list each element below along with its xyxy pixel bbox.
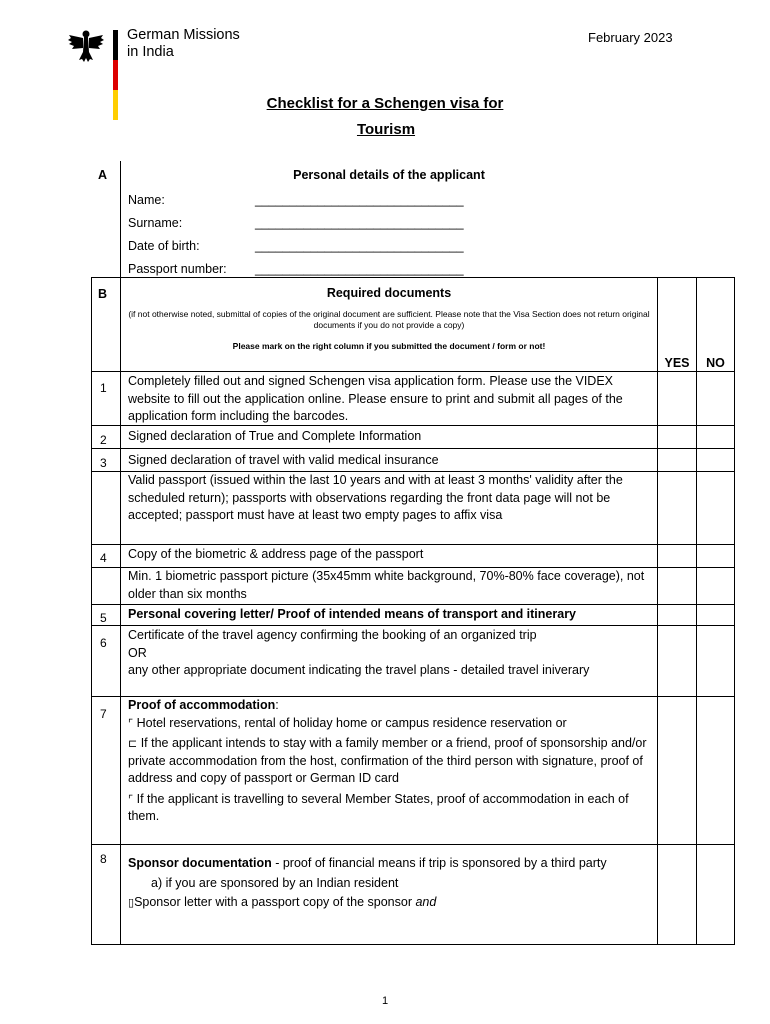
item-passport-picture: Min. 1 biometric passport picture (35x45mm white background, 70%-80% face coverage), not older than six months bbox=[128, 569, 645, 601]
field-dob[interactable]: ______________________________ bbox=[255, 239, 464, 253]
checkbox-icon[interactable]: ▯ bbox=[128, 896, 135, 909]
checkbox-icon[interactable]: ⌜ bbox=[128, 716, 134, 730]
item-application-form: Completely filled out and signed Schengen visa application form. Please use the VIDEX website to fill out the application online. Please ensure to print and submit all pages of the application form including the barcodes. bbox=[128, 374, 623, 423]
item-accommodation: Proof of accommodation: ⌜ Hotel reservations, rental of holiday home or campus residence reservation or ⊏ If the applicant intends to stay with a family member or a friend, proof of sponsorship and/or private accommodation from the host, confirmation of the third person with signature, proof of address and copy of passport or German ID card ⌜ If the applicant is travelling to several Member States, proof of accommodation in each of them. bbox=[128, 698, 647, 823]
page-number: 1 bbox=[381, 995, 389, 1007]
item-valid-passport: Valid passport (issued within the last 10 years and with at least 3 months' validity after the scheduled return); passports with observations regarding the front data page will not be accepted; passport must have at least two empty pages to affix visa bbox=[128, 473, 623, 522]
section-a-heading: Personal details of the applicant bbox=[293, 168, 485, 182]
page-subtitle: Tourism bbox=[356, 121, 416, 138]
field-label-surname: Surname: bbox=[128, 216, 183, 230]
field-label-name: Name: bbox=[128, 193, 165, 207]
field-label-dob: Date of birth: bbox=[128, 239, 200, 253]
item-declaration-insurance: Signed declaration of travel with valid medical insurance bbox=[128, 453, 439, 467]
section-b-instruction: Please mark on the right column if you submitted the document / form or not! bbox=[232, 341, 546, 351]
section-b-letter: B bbox=[98, 287, 108, 301]
item-number: 5 bbox=[100, 611, 107, 625]
item-number: 1 bbox=[100, 381, 107, 395]
item-declaration-true: Signed declaration of True and Complete Information bbox=[128, 429, 422, 443]
field-label-passport: Passport number: bbox=[128, 262, 227, 276]
item-number: 7 bbox=[100, 707, 107, 721]
section-b-heading: Required documents bbox=[326, 286, 452, 300]
page-title: Checklist for a Schengen visa for bbox=[266, 95, 504, 112]
item-number: 6 bbox=[100, 636, 107, 650]
item-number: 4 bbox=[100, 551, 107, 565]
field-passport[interactable]: ______________________________ bbox=[255, 262, 464, 276]
checkbox-icon[interactable]: ⌜ bbox=[128, 792, 134, 806]
section-a-letter: A bbox=[98, 168, 108, 182]
item-travel-agency: Certificate of the travel agency confirming the booking of an organized trip OR any other appropriate document indicating the travel plans - detailed travel iniverary bbox=[128, 628, 590, 677]
item-number: 3 bbox=[100, 456, 107, 470]
item-number: 2 bbox=[100, 433, 107, 447]
item-number: 8 bbox=[100, 852, 107, 866]
column-header-yes: YES bbox=[664, 356, 690, 370]
column-header-no: NO bbox=[706, 356, 725, 370]
field-surname[interactable]: ______________________________ bbox=[255, 216, 464, 230]
section-b-note: (if not otherwise noted, submittal of copies of the original document are sufficient. Please note that the Visa Section does not return original documents if you do not provide a copy) bbox=[128, 309, 650, 330]
item-covering-letter: Personal covering letter/ Proof of intended means of transport and itinerary bbox=[128, 607, 577, 621]
document-date: February 2023 bbox=[588, 30, 673, 45]
organization-name: German Missions in India bbox=[127, 27, 240, 60]
checkbox-icon[interactable]: ⊏ bbox=[128, 737, 138, 750]
item-biometric-copy: Copy of the biometric & address page of the passport bbox=[128, 547, 424, 561]
field-name[interactable]: ______________________________ bbox=[255, 193, 464, 207]
item-sponsor: Sponsor documentation - proof of financial means if trip is sponsored by a third party a) if you are sponsored by an Indian resident ▯Sponsor letter with a passport copy of the sponsor and bbox=[128, 856, 607, 909]
